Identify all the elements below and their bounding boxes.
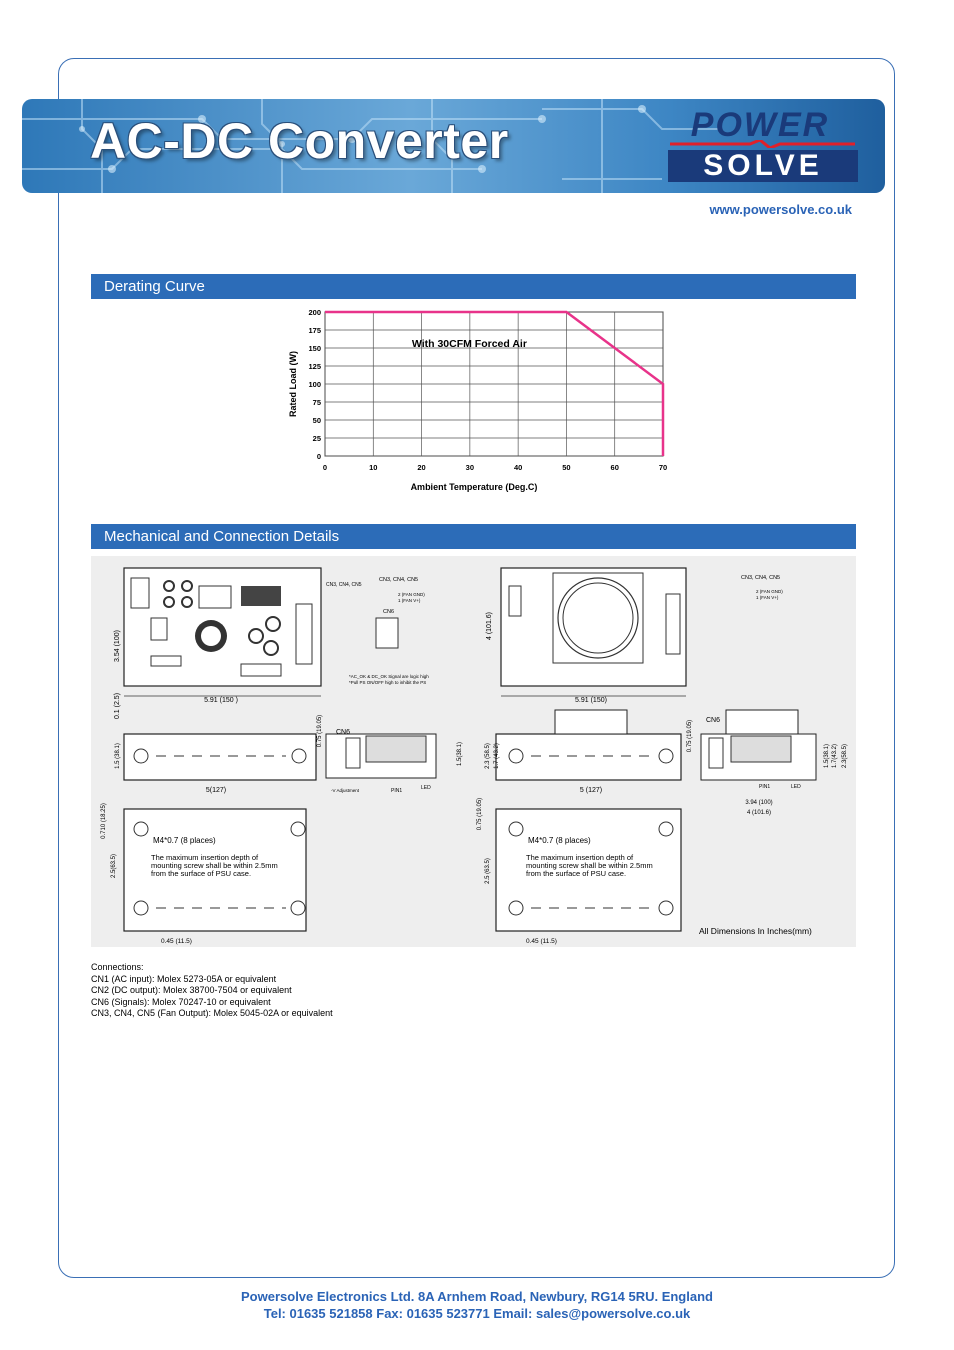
y-tick-label: 150 [308, 344, 321, 353]
connection-item: CN3, CN4, CN5 (Fan Output): Molex 5045-02A or equivalent [91, 1008, 333, 1019]
y-tick-label: 25 [312, 434, 321, 443]
left-top-view [114, 568, 429, 719]
label-cn6-left: CN6 [383, 609, 395, 615]
dim-side-right-height: 2.3 (58.5) [485, 743, 491, 769]
connections-heading: Connections: [91, 962, 144, 972]
chart-annotation: With 30CFM Forced Air [411, 338, 527, 350]
fan-pin-gnd-right: 2 (FAN GND) [756, 589, 783, 594]
section-header-mechanical: Mechanical and Connection Details [91, 524, 856, 549]
dim-side-right-width: 5 (127) [579, 787, 603, 794]
left-side-view [115, 715, 463, 794]
cn6-note-2: *Pull PS ON/OFF high to inhibit the PS [349, 680, 427, 685]
x-tick-label: 70 [658, 463, 668, 472]
chart-grid [325, 312, 663, 456]
x-tick-label: 30 [465, 463, 475, 472]
all-dimensions-note: All Dimensions In Inches(mm) [699, 926, 812, 936]
y-tick-label: 0 [316, 452, 321, 461]
mechanical-drawings-svg [91, 556, 856, 947]
dim-bottom-right-top: 0.75 (19.05) [477, 797, 483, 831]
dim-side-right-394: 3.94 (100) [745, 800, 773, 806]
x-tick-label: 40 [513, 463, 523, 472]
right-top-view [486, 568, 783, 704]
x-tick-label: 50 [562, 463, 571, 472]
dim-side-right-r2: 1.7(43.2) [832, 743, 838, 769]
y-tick-label: 75 [312, 398, 321, 407]
dim-bottom-left-height: 2.5(63.5) [111, 853, 117, 879]
mechanical-drawing [91, 556, 856, 947]
cn6-note-1: *AC_OK & DC_OK Signal are logic high [349, 674, 429, 679]
dim-side-left-right: 1.5(38.1) [457, 741, 463, 767]
dim-side-right-height2: 1.7 (43.2) [494, 743, 500, 769]
dim-height-right: 4 (101.6) [486, 611, 493, 641]
label-fan-connectors-right: CN3, CN4, CN5 [741, 575, 781, 581]
y-axis-label: Rated Load (W) [288, 351, 298, 417]
label-v-adjust: -V Adjustment [331, 788, 360, 793]
x-tick-label: 60 [610, 463, 619, 472]
footer-address: Powersolve Electronics Ltd. 8A Arnhem Road, Newbury, RG14 5RU. England [241, 1289, 713, 1304]
dim-side-right-top: 0.75 (19.05) [687, 719, 693, 753]
dim-width-left: 5.91 (150 ) [204, 697, 238, 704]
dim-side-left-width: 5(127) [205, 787, 227, 794]
label-led-right: LED [791, 784, 801, 790]
dim-bottom-left-top: 0.710 (18.25) [101, 803, 107, 839]
dim-side-right-r3: 2.3(58.5) [842, 743, 848, 769]
footer [0, 1288, 954, 1322]
label-fan-connectors-left: CN3, CN4, CN5 [326, 582, 362, 588]
label-cn6-side-right: CN6 [706, 717, 721, 724]
x-axis-label: Ambient Temperature (Deg.C) [410, 482, 538, 492]
dim-side-left-top: 0.75 (19.05) [317, 714, 323, 748]
y-tick-label: 50 [312, 416, 321, 425]
screw-note-left: M4*0.7 (8 places) [153, 836, 216, 845]
screw-depth-note-left: The maximum insertion depth of mounting screw shall be within 2.5mm from the surface of PSU case. [151, 854, 278, 878]
page-title: AC-DC Converter [90, 113, 509, 169]
dim-bottom-right-height: 2.5 (63.5) [485, 858, 491, 884]
website-link[interactable]: www.powersolve.co.uk [709, 202, 852, 217]
right-bottom-view [477, 798, 812, 945]
footer-contact[interactable]: Tel: 01635 521858 Fax: 01635 523771 Email: sales@powersolve.co.uk [263, 1306, 691, 1321]
dim-width-right: 5.91 (150) [575, 697, 607, 704]
connection-item: CN6 (Signals): Molex 70247-10 or equivalent [91, 996, 271, 1007]
dim-side-left-height: 1.5 (38.1) [115, 743, 121, 769]
fan-pin-v-right: 1 (FAN V+) [756, 595, 779, 600]
dim-bottom-right-offset: 0.45 (11.5) [526, 938, 557, 945]
label-led-left: LED [421, 785, 431, 791]
left-bottom-view [101, 803, 306, 945]
section-header-derating: Derating Curve [91, 274, 856, 299]
screw-depth-note-right: The maximum insertion depth of mounting screw shall be within 2.5mm from the surface of PSU case. [526, 854, 653, 878]
y-tick-label: 125 [308, 362, 321, 371]
right-side-view [485, 710, 848, 816]
dim-offset-left: 0.1 (2.5) [114, 692, 121, 720]
powersolve-logo [660, 108, 860, 184]
fan-pin-v-left: 1 (FAN V+) [398, 598, 421, 603]
x-tick-label: 10 [369, 463, 378, 472]
connection-item: CN2 (DC output): Molex 38700-7504 or equivalent [91, 985, 292, 996]
x-tick-label: 0 [322, 463, 328, 472]
logo-power-text: POWER [690, 106, 830, 144]
connections-list [91, 962, 333, 1020]
label-fan-connectors-left-2: CN3, CN4, CN5 [379, 577, 419, 583]
connection-item: CN1 (AC input): Molex 5273-05A or equivalent [91, 973, 277, 984]
label-cn6-side-left: CN6 [336, 729, 351, 736]
logo-lightning-icon [660, 140, 860, 148]
y-tick-label: 200 [308, 308, 321, 317]
label-pin1-right: PIN1 [759, 784, 771, 790]
dim-height-left: 3.54 (100) [114, 630, 121, 662]
x-tick-label: 20 [417, 463, 426, 472]
y-tick-label: 100 [308, 380, 321, 389]
logo-solve-text: SOLVE [668, 150, 858, 182]
screw-note-right: M4*0.7 (8 places) [528, 836, 591, 845]
dim-bottom-left-offset: 0.45 (11.5) [161, 938, 192, 945]
dim-side-right-4: 4 (101.6) [746, 810, 772, 816]
fan-pin-gnd-left: 2 (FAN GND) [398, 592, 425, 597]
label-pin1-left: PIN1 [391, 788, 403, 794]
dim-side-right-r1: 1.5(38.1) [824, 743, 830, 769]
y-tick-label: 175 [308, 326, 321, 335]
derating-chart [280, 302, 680, 502]
